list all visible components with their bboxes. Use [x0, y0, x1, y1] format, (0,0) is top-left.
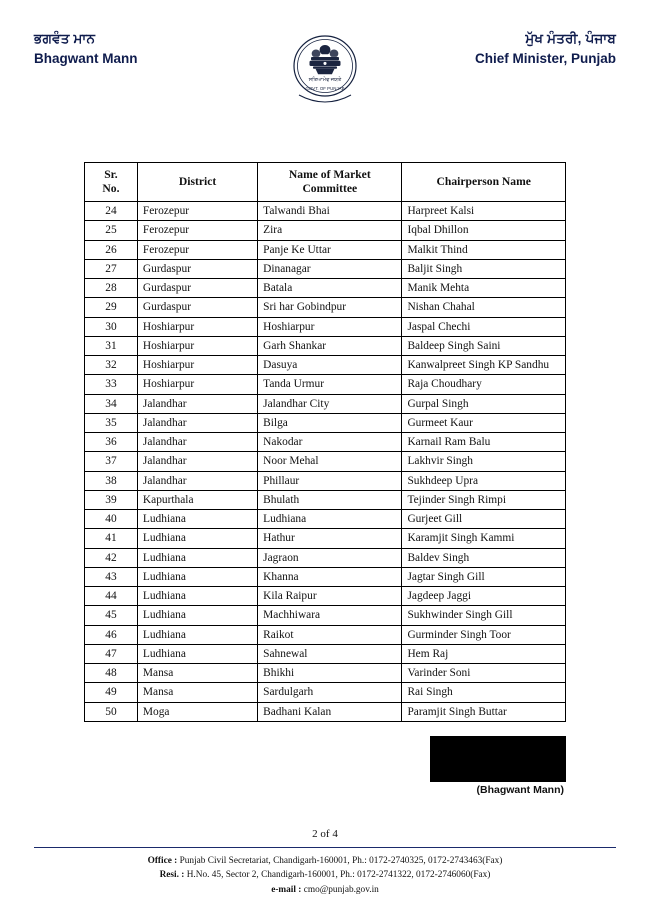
cell-chairperson: Manik Mehta — [402, 279, 566, 298]
cell-sr-no: 35 — [85, 413, 138, 432]
cell-market-committee: Bilga — [258, 413, 402, 432]
cell-market-committee: Dinanagar — [258, 259, 402, 278]
cell-district: Ferozepur — [137, 221, 257, 240]
signature-area — [0, 736, 650, 822]
cell-chairperson: Hem Raj — [402, 644, 566, 663]
cell-district: Jalandhar — [137, 394, 257, 413]
cell-district: Hoshiarpur — [137, 336, 257, 355]
cell-sr-no: 33 — [85, 375, 138, 394]
market-committee-table — [84, 162, 566, 722]
cell-market-committee: Panje Ke Uttar — [258, 240, 402, 259]
footer-resi-text: H.No. 45, Sector 2, Chandigarh-160001, Ph.: 0172-2741322, 0172-2746060(Fax) — [186, 870, 491, 881]
cell-sr-no: 31 — [85, 336, 138, 355]
column-header-sr-line2: No. — [102, 182, 120, 195]
table-row — [85, 702, 566, 721]
cell-chairperson: Sukhwinder Singh Gill — [402, 606, 566, 625]
roster-table-container — [84, 162, 566, 722]
signature-redaction-block — [430, 736, 566, 782]
cell-sr-no: 27 — [85, 259, 138, 278]
page-number: 2 of 4 — [312, 827, 338, 840]
table-body — [85, 202, 566, 722]
cell-district: Ferozepur — [137, 202, 257, 221]
cell-market-committee: Kila Raipur — [258, 587, 402, 606]
cell-district: Ludhiana — [137, 606, 257, 625]
cell-chairperson: Jagdeep Jaggi — [402, 587, 566, 606]
table-row — [85, 279, 566, 298]
table-row — [85, 683, 566, 702]
cell-market-committee: Jalandhar City — [258, 394, 402, 413]
cell-district: Hoshiarpur — [137, 375, 257, 394]
cell-sr-no: 25 — [85, 221, 138, 240]
cell-sr-no: 26 — [85, 240, 138, 259]
cell-sr-no: 43 — [85, 567, 138, 586]
cell-chairperson: Raja Choudhary — [402, 375, 566, 394]
cell-chairperson: Varinder Soni — [402, 664, 566, 683]
cell-market-committee: Jagraon — [258, 548, 402, 567]
table-row — [85, 567, 566, 586]
column-header-market-committee — [258, 163, 402, 202]
cell-sr-no: 40 — [85, 510, 138, 529]
table-row — [85, 202, 566, 221]
cell-market-committee: Dasuya — [258, 356, 402, 375]
cell-sr-no: 47 — [85, 644, 138, 663]
cell-chairperson: Sukhdeep Upra — [402, 471, 566, 490]
column-header-market-line2: Committee — [302, 182, 358, 195]
cell-market-committee: Hathur — [258, 529, 402, 548]
cell-district: Hoshiarpur — [137, 356, 257, 375]
cell-chairperson: Nishan Chahal — [402, 298, 566, 317]
cell-district: Moga — [137, 702, 257, 721]
cell-district: Jalandhar — [137, 433, 257, 452]
table-row — [85, 336, 566, 355]
cell-sr-no: 24 — [85, 202, 138, 221]
table-row — [85, 606, 566, 625]
header-left-block — [34, 30, 224, 68]
table-row — [85, 587, 566, 606]
cell-sr-no: 36 — [85, 433, 138, 452]
cm-title-latin: Chief Minister, Punjab — [474, 51, 616, 67]
table-row — [85, 240, 566, 259]
cell-district: Ferozepur — [137, 240, 257, 259]
table-row — [85, 529, 566, 548]
cell-chairperson: Jaspal Chechi — [402, 317, 566, 336]
table-header-row — [85, 163, 566, 202]
footer-office-label: Office : — [147, 855, 178, 866]
footer-office-line — [0, 854, 650, 868]
cell-market-committee: Tanda Urmur — [258, 375, 402, 394]
cell-district: Jalandhar — [137, 471, 257, 490]
cell-district: Mansa — [137, 664, 257, 683]
cell-district: Ludhiana — [137, 529, 257, 548]
table-row — [85, 317, 566, 336]
cm-name-gurmukhi: ਭਗਵੰਤ ਮਾਨ — [34, 31, 96, 46]
cell-market-committee: Sahnewal — [258, 644, 402, 663]
cell-chairperson: Baldev Singh — [402, 548, 566, 567]
table-row — [85, 644, 566, 663]
cell-chairperson: Harpreet Kalsi — [402, 202, 566, 221]
cell-market-committee: Garh Shankar — [258, 336, 402, 355]
cell-market-committee: Hoshiarpur — [258, 317, 402, 336]
cell-chairperson: Baljit Singh — [402, 259, 566, 278]
cell-market-committee: Batala — [258, 279, 402, 298]
cell-market-committee: Sardulgarh — [258, 683, 402, 702]
cell-chairperson: Gurminder Singh Toor — [402, 625, 566, 644]
cell-district: Ludhiana — [137, 587, 257, 606]
cell-district: Gurdaspur — [137, 279, 257, 298]
emblem-container — [270, 30, 380, 110]
cell-chairperson: Karnail Ram Balu — [402, 433, 566, 452]
table-row — [85, 259, 566, 278]
cell-district: Jalandhar — [137, 413, 257, 432]
cell-chairperson: Karamjit Singh Kammi — [402, 529, 566, 548]
table-row — [85, 298, 566, 317]
cell-chairperson: Baldeep Singh Saini — [402, 336, 566, 355]
cell-chairperson: Kanwalpreet Singh KP Sandhu — [402, 356, 566, 375]
cell-sr-no: 48 — [85, 664, 138, 683]
table-header — [85, 163, 566, 202]
cell-district: Jalandhar — [137, 452, 257, 471]
cell-sr-no: 30 — [85, 317, 138, 336]
document-footer — [0, 847, 650, 897]
cell-chairperson: Gurmeet Kaur — [402, 413, 566, 432]
cell-market-committee: Bhikhi — [258, 664, 402, 683]
cell-market-committee: Ludhiana — [258, 510, 402, 529]
table-row — [85, 664, 566, 683]
cell-sr-no: 44 — [85, 587, 138, 606]
cell-sr-no: 34 — [85, 394, 138, 413]
cell-chairperson: Malkit Thind — [402, 240, 566, 259]
table-row — [85, 452, 566, 471]
footer-email-text[interactable]: cmo@punjab.gov.in — [303, 884, 379, 895]
cell-sr-no: 37 — [85, 452, 138, 471]
cell-sr-no: 46 — [85, 625, 138, 644]
cell-district: Ludhiana — [137, 644, 257, 663]
table-row — [85, 510, 566, 529]
punjab-government-emblem-icon — [289, 32, 361, 110]
table-row — [85, 394, 566, 413]
cell-chairperson: Iqbal Dhillon — [402, 221, 566, 240]
footer-email-label: e-mail : — [271, 884, 302, 895]
cell-chairperson: Lakhvir Singh — [402, 452, 566, 471]
column-header-market-line1: Name of Market — [288, 167, 371, 181]
column-header-sr-line1: Sr. — [104, 167, 118, 181]
cell-sr-no: 42 — [85, 548, 138, 567]
footer-office-text: Punjab Civil Secretariat, Chandigarh-160001, Ph.: 0172-2740325, 0172-2743463(Fax) — [179, 855, 503, 866]
table-row — [85, 375, 566, 394]
cell-district: Ludhiana — [137, 510, 257, 529]
cell-district: Ludhiana — [137, 548, 257, 567]
cell-market-committee: Sri har Gobindpur — [258, 298, 402, 317]
table-row — [85, 221, 566, 240]
footer-divider — [34, 847, 616, 848]
cell-chairperson: Jagtar Singh Gill — [402, 567, 566, 586]
cell-market-committee: Talwandi Bhai — [258, 202, 402, 221]
cell-market-committee: Zira — [258, 221, 402, 240]
cell-district: Gurdaspur — [137, 298, 257, 317]
footer-email-line — [0, 883, 650, 897]
cell-district: Ludhiana — [137, 625, 257, 644]
footer-resi-label: Resi. : — [159, 870, 185, 881]
cell-sr-no: 39 — [85, 490, 138, 509]
table-row — [85, 356, 566, 375]
cell-market-committee: Phillaur — [258, 471, 402, 490]
cell-sr-no: 32 — [85, 356, 138, 375]
cell-market-committee: Khanna — [258, 567, 402, 586]
signature-name-caption: (Bhagwant Mann) — [476, 783, 564, 796]
cm-name-latin: Bhagwant Mann — [34, 51, 138, 67]
cell-market-committee: Machhiwara — [258, 606, 402, 625]
cell-sr-no: 28 — [85, 279, 138, 298]
cell-sr-no: 50 — [85, 702, 138, 721]
cell-district: Gurdaspur — [137, 259, 257, 278]
cell-chairperson: Tejinder Singh Rimpi — [402, 490, 566, 509]
cell-chairperson: Paramjit Singh Buttar — [402, 702, 566, 721]
cell-chairperson: Gurjeet Gill — [402, 510, 566, 529]
column-header-chairperson: Chairperson Name — [402, 163, 566, 202]
cell-sr-no: 29 — [85, 298, 138, 317]
cell-sr-no: 41 — [85, 529, 138, 548]
cell-market-committee: Raikot — [258, 625, 402, 644]
table-row — [85, 433, 566, 452]
cm-title-gurmukhi: ਮੁੱਖ ਮੰਤਰੀ, ਪੰਜਾਬ — [525, 31, 616, 46]
cell-district: Kapurthala — [137, 490, 257, 509]
cell-chairperson: Gurpal Singh — [402, 394, 566, 413]
table-row — [85, 413, 566, 432]
cell-chairperson: Rai Singh — [402, 683, 566, 702]
cell-sr-no: 49 — [85, 683, 138, 702]
table-row — [85, 548, 566, 567]
emblem-caption-text: GOVT. OF PUNJAB — [305, 86, 345, 91]
cell-district: Ludhiana — [137, 567, 257, 586]
header-right-block — [426, 30, 616, 68]
footer-resi-line — [0, 868, 650, 882]
table-row — [85, 490, 566, 509]
cell-market-committee: Badhani Kalan — [258, 702, 402, 721]
cell-district: Mansa — [137, 683, 257, 702]
document-header — [0, 0, 650, 110]
column-header-sr-no — [85, 163, 138, 202]
cell-market-committee: Bhulath — [258, 490, 402, 509]
emblem-motto-text: ਸਤਿਆਮੇਵ ਜਯਤੇ — [308, 77, 342, 83]
cell-district: Hoshiarpur — [137, 317, 257, 336]
column-header-district: District — [137, 163, 257, 202]
table-row — [85, 471, 566, 490]
table-row — [85, 625, 566, 644]
cell-market-committee: Nakodar — [258, 433, 402, 452]
cell-sr-no: 45 — [85, 606, 138, 625]
cell-sr-no: 38 — [85, 471, 138, 490]
cell-market-committee: Noor Mehal — [258, 452, 402, 471]
